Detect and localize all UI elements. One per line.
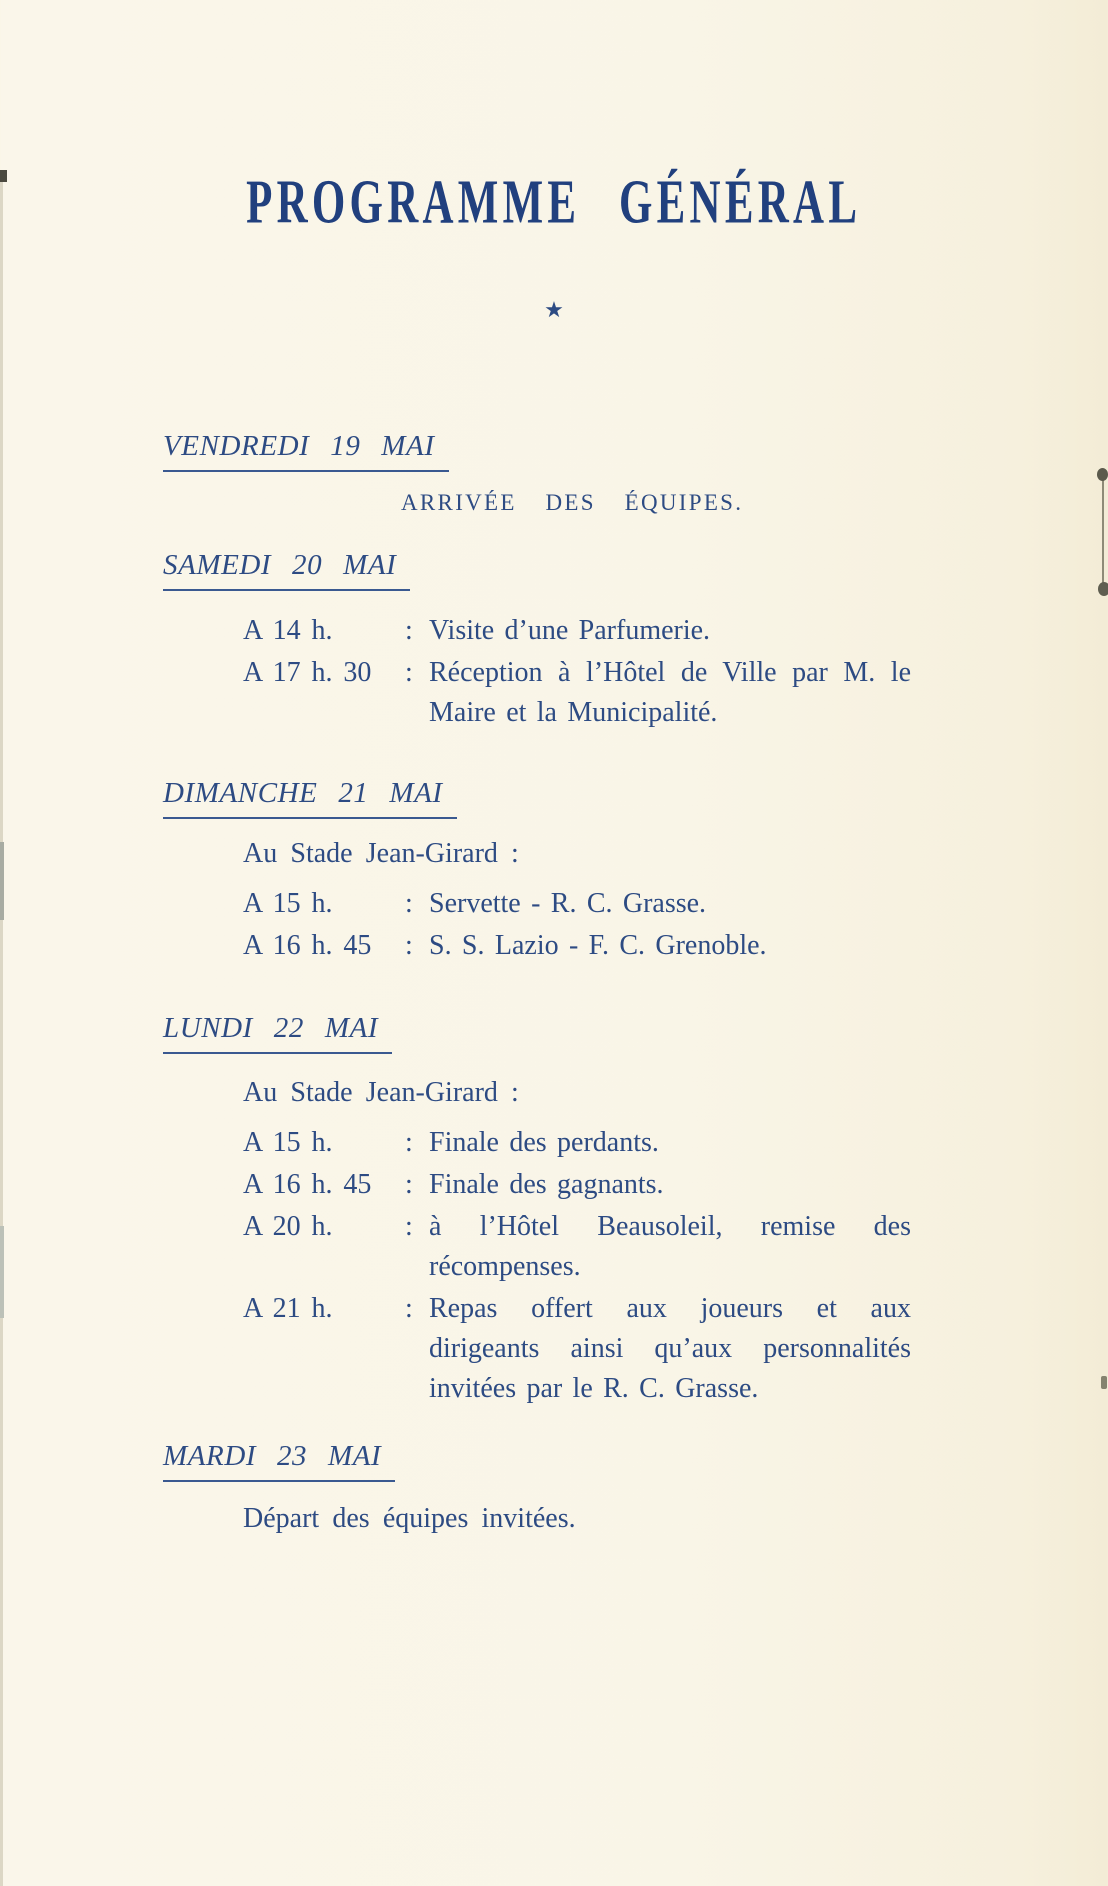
corner-ink-speck bbox=[0, 170, 7, 182]
schedule-entry bbox=[243, 1165, 1048, 1205]
staple-mark bbox=[1096, 468, 1108, 598]
entry-separator: : bbox=[405, 1169, 413, 1200]
entry-time: A 16 h. 45 bbox=[243, 930, 372, 961]
section-mardi bbox=[163, 1411, 1048, 1539]
entry-description: S. S. Lazio - F. C. Grenoble. bbox=[429, 930, 767, 961]
entry-description: Servette - R. C. Grasse. bbox=[429, 888, 707, 919]
right-edge-speck bbox=[1101, 1376, 1107, 1389]
entry-time: A 15 h. bbox=[243, 888, 333, 919]
entry-separator: : bbox=[405, 1211, 413, 1242]
entry-description: Repas offert aux joueurs et aux dirigeants ainsi qu’aux personnalités invitées par le R. C. Grasse. bbox=[429, 1293, 911, 1404]
entry-time: A 17 h. 30 bbox=[243, 657, 372, 688]
schedule-entry bbox=[243, 926, 1048, 966]
venue-line: Au Stade Jean-Girard : bbox=[243, 1077, 519, 1108]
page-left-edge-line bbox=[0, 170, 3, 1886]
entry-time: A 16 h. 45 bbox=[243, 1169, 372, 1200]
entry-separator: : bbox=[405, 657, 413, 688]
section-heading-dimanche: DIMANCHE 21 MAI bbox=[163, 777, 457, 819]
entry-separator: : bbox=[405, 930, 413, 961]
entry-time: A 21 h. bbox=[243, 1293, 333, 1324]
entry-description: Visite d’une Parfumerie. bbox=[429, 615, 711, 646]
schedule-entry bbox=[243, 1123, 1048, 1163]
section-dimanche bbox=[163, 735, 1048, 966]
entry-separator: : bbox=[405, 615, 413, 646]
schedule-list bbox=[243, 1123, 1048, 1409]
schedule-entry bbox=[243, 1289, 1048, 1409]
section-samedi bbox=[163, 516, 1048, 733]
schedule-list bbox=[243, 884, 1048, 966]
section-heading-lundi: LUNDI 22 MAI bbox=[163, 1012, 392, 1054]
section-heading-samedi: SAMEDI 20 MAI bbox=[163, 549, 410, 591]
entry-description: Finale des perdants. bbox=[429, 1127, 659, 1158]
staple-crease-line bbox=[1102, 472, 1104, 594]
page-left-edge-shadow-upper bbox=[0, 842, 4, 920]
entry-separator: : bbox=[405, 1127, 413, 1158]
arrival-note: ARRIVÉE DES ÉQUIPES. bbox=[401, 490, 744, 515]
section-vendredi bbox=[163, 322, 1048, 516]
page-left-edge-shadow-lower bbox=[0, 1226, 4, 1318]
schedule-entry bbox=[243, 611, 1048, 651]
entry-description: Réception à l’Hôtel de Ville par M. le Maire et la Municipalité. bbox=[429, 657, 911, 728]
entry-separator: : bbox=[405, 888, 413, 919]
departure-line: Départ des équipes invitées. bbox=[243, 1503, 576, 1534]
entry-time: A 20 h. bbox=[243, 1211, 333, 1242]
entry-time: A 15 h. bbox=[243, 1127, 333, 1158]
entry-separator: : bbox=[405, 1293, 413, 1324]
programme-body bbox=[0, 322, 1108, 1539]
section-heading-mardi: MARDI 23 MAI bbox=[163, 1440, 395, 1482]
entry-time: A 14 h. bbox=[243, 615, 333, 646]
section-lundi bbox=[163, 968, 1048, 1409]
entry-description: à l’Hôtel Beausoleil, remise des récompenses. bbox=[429, 1211, 911, 1282]
entry-description: Finale des gagnants. bbox=[429, 1169, 664, 1200]
venue-line: Au Stade Jean-Girard : bbox=[243, 838, 519, 869]
page-title: PROGRAMME GÉNÉRAL bbox=[246, 166, 862, 237]
schedule-entry bbox=[243, 884, 1048, 924]
star-ornament-icon: ★ bbox=[544, 297, 564, 322]
section-heading-vendredi: VENDREDI 19 MAI bbox=[163, 430, 449, 472]
staple-hole-top bbox=[1097, 468, 1108, 481]
schedule-entry bbox=[243, 1207, 1048, 1287]
staple-hole-bottom bbox=[1098, 582, 1108, 596]
schedule-entry bbox=[243, 653, 1048, 733]
schedule-list bbox=[243, 611, 1048, 733]
